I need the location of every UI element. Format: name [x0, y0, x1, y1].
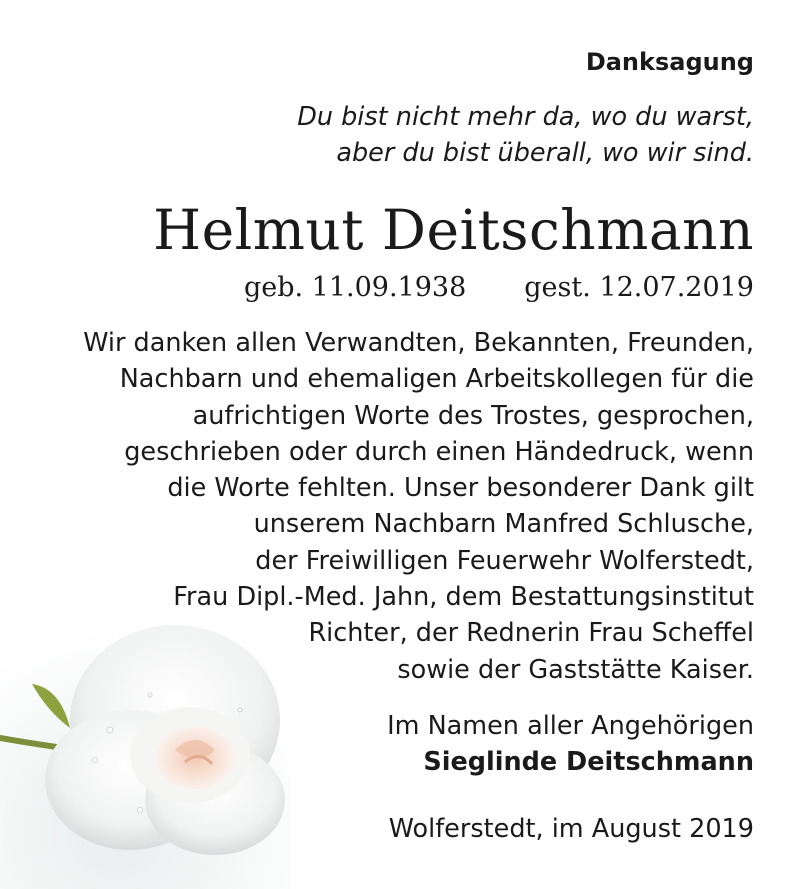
- signatory-name: Sieglinde Deitschmann: [423, 747, 754, 777]
- birth-date: geb. 11.09.1938: [243, 272, 467, 303]
- signature-block: [387, 708, 754, 780]
- thanks-line: geschrieben oder durch einen Händedruck, wenn: [124, 436, 754, 467]
- quote-line: aber du bist überall, wo wir sind.: [336, 138, 754, 168]
- deceased-name: Helmut Deitschmann: [153, 198, 754, 262]
- notice-heading: Danksagung: [585, 48, 754, 76]
- thanks-line: Nachbarn und ehemaligen Arbeitskollegen für die: [119, 364, 754, 395]
- memorial-quote: [297, 99, 754, 171]
- thanks-line: die Worte fehlten. Unser besonderer Dank gilt: [167, 473, 754, 504]
- thanks-line: Wir danken allen Verwandten, Bekannten, Freunden,: [83, 328, 754, 358]
- signature-intro: Im Namen aller Angehörigen: [387, 711, 754, 741]
- life-dates: [244, 270, 754, 306]
- place-and-date: Wolferstedt, im August 2019: [388, 814, 754, 844]
- thanks-line: aufrichtigen Worte des Trostes, gesprochen,: [192, 400, 754, 431]
- thanks-line: unserem Nachbarn Manfred Schlusche,: [253, 509, 754, 540]
- thanks-line: sowie der Gaststätte Kaiser.: [397, 654, 754, 685]
- thanks-line: der Freiwilligen Feuerwehr Wolferstedt,: [255, 545, 754, 576]
- thanks-line: Richter, der Rednerin Frau Scheffel: [308, 618, 754, 649]
- death-date: gest. 12.07.2019: [524, 272, 754, 303]
- quote-line: Du bist nicht mehr da, wo du warst,: [297, 102, 754, 132]
- thanks-line: Frau Dipl.-Med. Jahn, dem Bestattungsinstitut: [173, 582, 754, 613]
- thanks-paragraph: [83, 325, 754, 688]
